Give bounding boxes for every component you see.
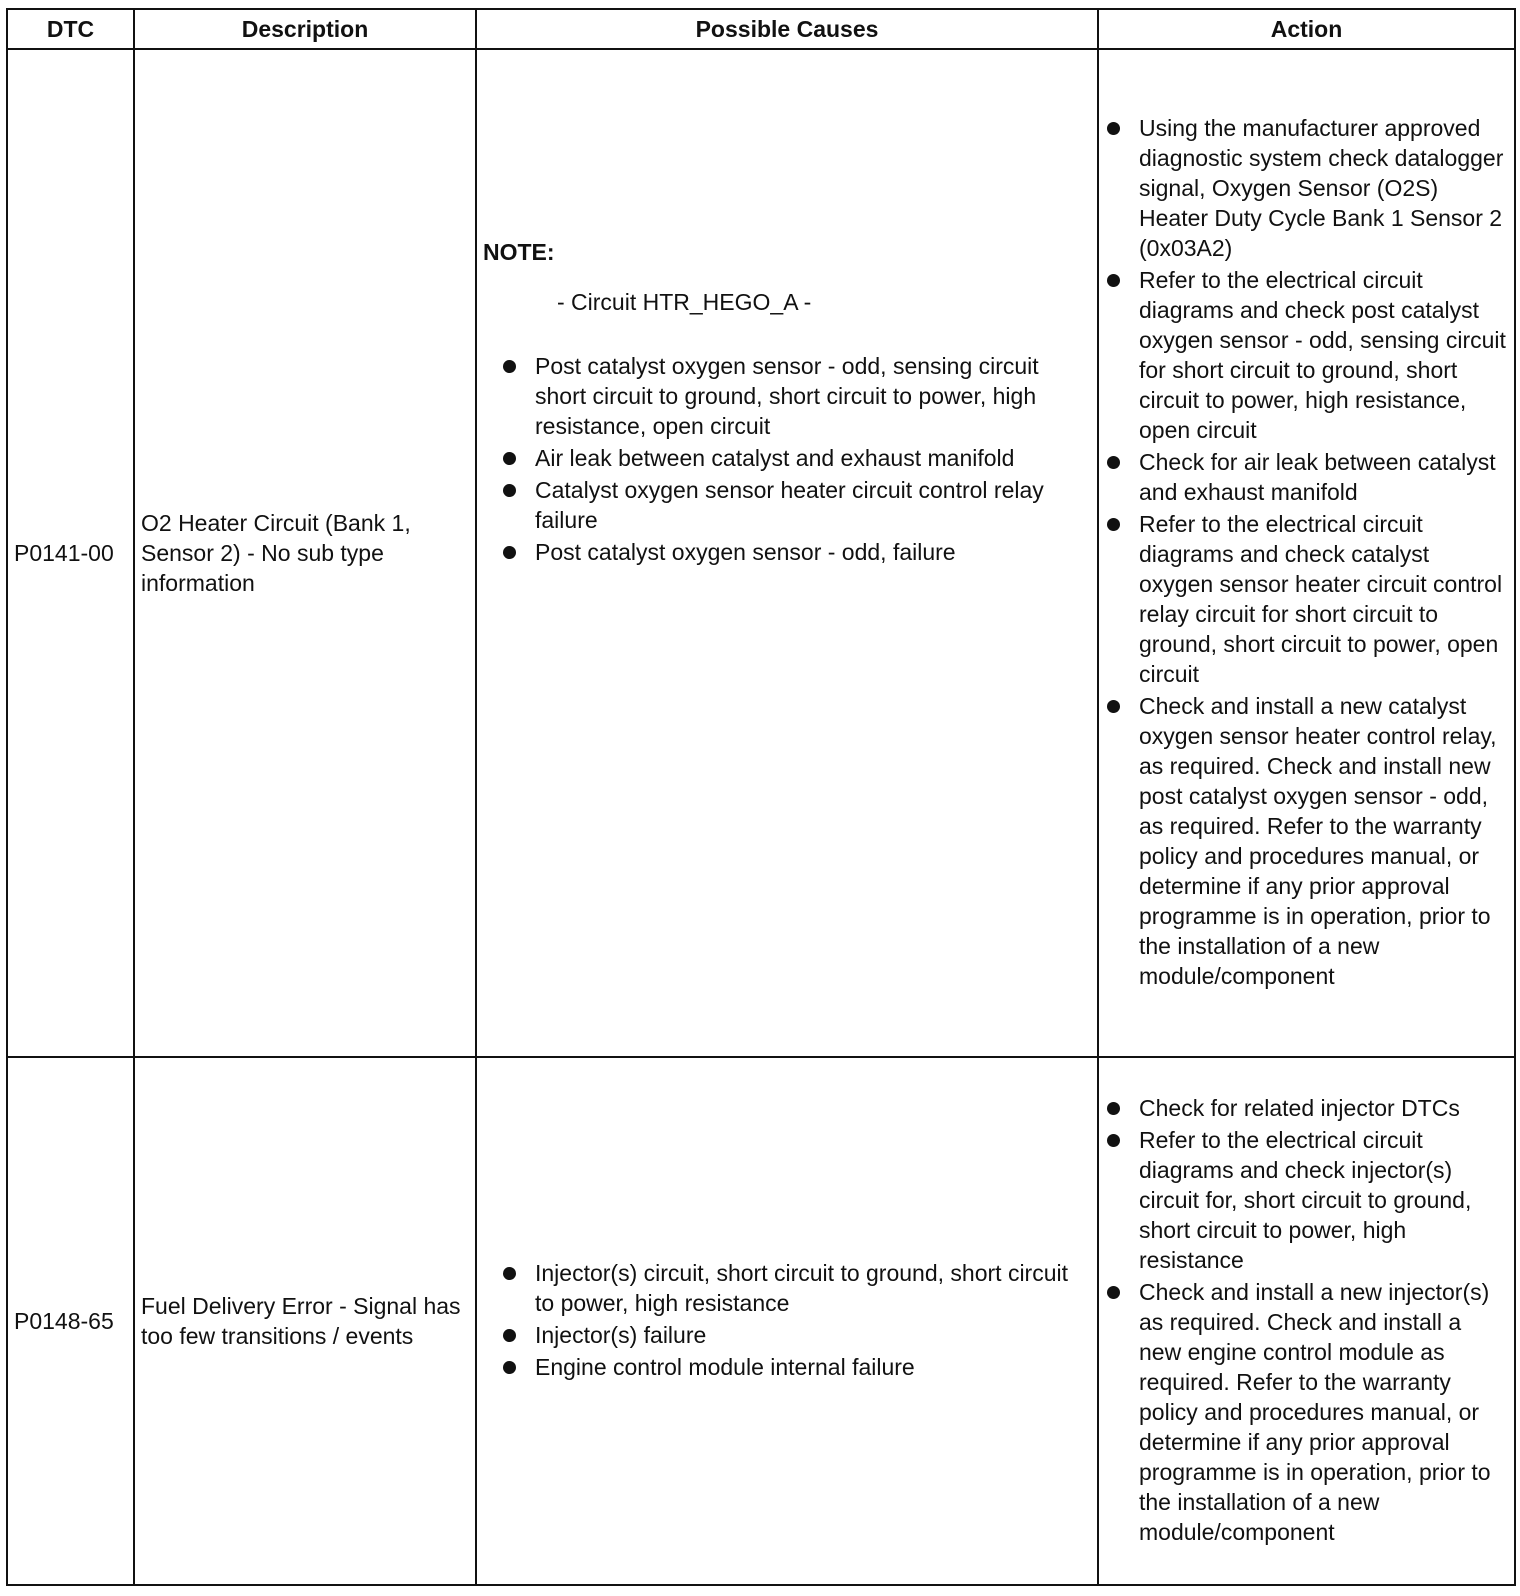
list-item: Post catalyst oxygen sensor - odd, sensing circuit short circuit to ground, short circuit to power, high resistance, open circuit: [501, 351, 1091, 441]
note-label: NOTE:: [483, 239, 555, 265]
possible-causes-cell: [476, 49, 1098, 1057]
list-item: Check for air leak between catalyst and exhaust manifold: [1105, 447, 1508, 507]
causes-list: [501, 351, 1091, 567]
table-row: [7, 1057, 1515, 1585]
list-item: Post catalyst oxygen sensor - odd, failure: [501, 537, 1091, 567]
header-dtc: DTC: [7, 9, 134, 49]
dtc-description: Fuel Delivery Error - Signal has too few transitions / events: [134, 1057, 476, 1585]
dtc-code: P0148-65: [7, 1057, 134, 1585]
header-row: [7, 9, 1515, 49]
list-item: Air leak between catalyst and exhaust manifold: [501, 443, 1091, 473]
dtc-table: [6, 8, 1516, 1586]
list-item: Refer to the electrical circuit diagrams and check injector(s) circuit for, short circuit to ground, short circuit to power, high resistance: [1105, 1125, 1508, 1275]
table-row: [7, 49, 1515, 1057]
note-circuit: - Circuit HTR_HEGO_A -: [557, 289, 812, 315]
list-item: Check and install a new injector(s) as required. Check and install a new engine control module as required. Refer to the warranty policy and procedures manual, or determine if any prior approval programme is in operation, prior to the installation of a new module/component: [1105, 1277, 1508, 1547]
causes-list: [501, 1258, 1091, 1382]
possible-causes-cell: [476, 1057, 1098, 1585]
header-description: Description: [134, 9, 476, 49]
list-item: Refer to the electrical circuit diagrams and check catalyst oxygen sensor heater circuit control relay circuit for short circuit to ground, short circuit to power, open circuit: [1105, 509, 1508, 689]
actions-cell: [1098, 1057, 1515, 1585]
list-item: Injector(s) circuit, short circuit to ground, short circuit to power, high resistance: [501, 1258, 1091, 1318]
header-action: Action: [1098, 9, 1515, 49]
list-item: Injector(s) failure: [501, 1320, 1091, 1350]
actions-cell: [1098, 49, 1515, 1057]
dtc-description: O2 Heater Circuit (Bank 1, Sensor 2) - No sub type information: [134, 49, 476, 1057]
actions-list: [1105, 113, 1508, 991]
header-possible-causes: Possible Causes: [476, 9, 1098, 49]
list-item: Refer to the electrical circuit diagrams and check post catalyst oxygen sensor - odd, sensing circuit for short circuit to ground, short circuit to power, high resistance, open circuit: [1105, 265, 1508, 445]
list-item: Using the manufacturer approved diagnostic system check datalogger signal, Oxygen Sensor (O2S) Heater Duty Cycle Bank 1 Sensor 2 (0x03A2): [1105, 113, 1508, 263]
list-item: Engine control module internal failure: [501, 1352, 1091, 1382]
dtc-code: P0141-00: [7, 49, 134, 1057]
list-item: Check and install a new catalyst oxygen sensor heater control relay, as required. Check and install new post catalyst oxygen sensor - odd, as required. Refer to the warranty policy and procedures manual, or determine if any prior approval programme is in operation, prior to the installation of a new module/component: [1105, 691, 1508, 991]
list-item: Catalyst oxygen sensor heater circuit control relay failure: [501, 475, 1091, 535]
list-item: Check for related injector DTCs: [1105, 1093, 1508, 1123]
actions-list: [1105, 1093, 1508, 1547]
